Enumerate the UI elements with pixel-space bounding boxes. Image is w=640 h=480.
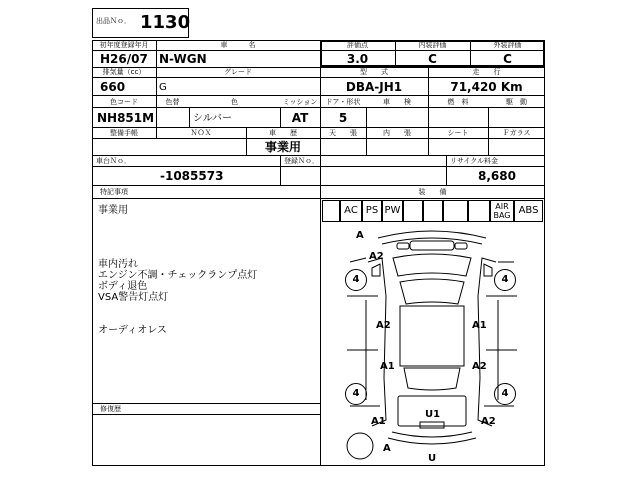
body-right-side bbox=[478, 258, 496, 426]
equipment-label: 装 備 bbox=[418, 188, 447, 196]
transmission-label: ミッション bbox=[282, 98, 318, 106]
reg-no-label: 登録Ｎｏ． bbox=[284, 157, 319, 165]
interior-label: 内装評価 bbox=[418, 41, 447, 49]
mirror-left bbox=[372, 264, 380, 276]
drive-label: 駆 動 bbox=[506, 98, 527, 106]
model-value: DBA-JH1 bbox=[345, 80, 403, 94]
color-kind-label: 色替 bbox=[165, 98, 180, 106]
chassis-label: 車台Ｎｏ． bbox=[96, 157, 131, 165]
upholstery-label: 内 張 bbox=[383, 129, 411, 137]
reg-year-label: 初年度登録年月 bbox=[99, 41, 149, 49]
rear-bumper bbox=[392, 432, 472, 437]
doors-value: 5 bbox=[338, 111, 348, 125]
model-label: 型 式 bbox=[360, 68, 388, 76]
exterior-label: 外装評価 bbox=[493, 41, 522, 49]
equipment-item: AC bbox=[340, 200, 362, 222]
color-code-value: NH851M bbox=[97, 111, 155, 125]
damage-left-front-door: A2 bbox=[376, 320, 391, 331]
displacement-value: 660 bbox=[100, 80, 126, 94]
repair-label: 修復歴 bbox=[100, 405, 121, 413]
note-last: オーディオレス bbox=[98, 325, 167, 336]
equipment-item: PS bbox=[362, 200, 382, 222]
damage-right-rear-corner: A2 bbox=[481, 416, 496, 427]
manual-label: 整備手帳 bbox=[110, 129, 138, 137]
nox-label: ＮＯＸ bbox=[190, 129, 212, 137]
reg-year-value: H26/07 bbox=[100, 52, 148, 66]
note-first: 事業用 bbox=[98, 205, 128, 216]
doors-label: ドア・形状 bbox=[325, 98, 361, 106]
fuel-label: 燃 料 bbox=[447, 98, 469, 106]
windshield bbox=[400, 279, 464, 304]
chassis-value: -1085573 bbox=[160, 169, 224, 183]
color-value: シルバー bbox=[193, 113, 233, 124]
spare-tire-outline bbox=[347, 433, 373, 459]
displacement-label: 排気量（cc） bbox=[102, 68, 146, 76]
damage-left-rear-door: A1 bbox=[380, 361, 395, 372]
tire-right-front: 4 bbox=[494, 269, 516, 291]
tire-left-front: 4 bbox=[345, 269, 367, 291]
mirror-right bbox=[484, 264, 492, 276]
roof-label: 天 張 bbox=[329, 129, 357, 137]
lot-number-label: 出品Ｎｏ． bbox=[96, 17, 131, 25]
damage-bottom-left: A bbox=[383, 443, 391, 454]
roof bbox=[400, 306, 464, 366]
mileage-value: 71,420 Km bbox=[450, 80, 523, 94]
headlight-left bbox=[397, 243, 409, 249]
license-plate bbox=[420, 422, 444, 428]
history-value: 事業用 bbox=[264, 140, 301, 154]
rear-bumper bbox=[388, 438, 476, 444]
damage-right-front-door: A1 bbox=[472, 320, 487, 331]
damage-rear-bumper: U bbox=[428, 453, 437, 464]
damage-hood-left: A2 bbox=[369, 251, 384, 262]
color-label: 色 bbox=[231, 98, 238, 106]
notes-label: 特記事項 bbox=[100, 188, 128, 196]
recycle-value: 8,680 bbox=[478, 169, 516, 183]
front-bumper bbox=[378, 231, 486, 238]
hood bbox=[393, 254, 471, 276]
tire-right-rear: 4 bbox=[494, 383, 516, 405]
glass-label: Ｆガラス bbox=[502, 129, 531, 137]
rear-window bbox=[404, 368, 460, 390]
front-grille bbox=[410, 241, 454, 250]
damage-right-rear-door: A2 bbox=[472, 361, 487, 372]
note-line: エンジン不調・チェックランプ点灯 bbox=[98, 270, 258, 281]
body-left-side bbox=[368, 258, 386, 426]
recycle-label: リサイクル料金 bbox=[450, 157, 499, 165]
seat-label: シート bbox=[447, 129, 469, 137]
lot-number: 1130 bbox=[140, 12, 191, 33]
note-line: ボディ退色 bbox=[98, 281, 148, 292]
headlight-right bbox=[455, 243, 467, 249]
transmission-value: AT bbox=[291, 111, 309, 125]
grade-label: グレード bbox=[224, 68, 252, 76]
inspection-label: 車 検 bbox=[383, 98, 411, 106]
note-line: 車内汚れ bbox=[98, 259, 138, 270]
exterior-value: C bbox=[503, 52, 512, 66]
interior-value: C bbox=[428, 52, 437, 66]
note-line: VSA警告灯点灯 bbox=[98, 292, 169, 303]
equipment-item: AIR BAG bbox=[490, 200, 514, 222]
color-code-label: 色コード bbox=[110, 98, 138, 106]
equipment-item: ABS bbox=[514, 200, 543, 222]
damage-front: A bbox=[356, 230, 364, 241]
body-left-side bbox=[350, 258, 366, 262]
score-label: 評価点 bbox=[347, 41, 368, 49]
tire-left-rear: 4 bbox=[345, 383, 367, 405]
history-label: 車 歴 bbox=[269, 129, 297, 137]
car-name-label: 車 名 bbox=[220, 41, 256, 49]
mileage-label: 走 行 bbox=[472, 68, 501, 76]
score-value: 3.0 bbox=[346, 52, 369, 66]
damage-rear-gate: U1 bbox=[425, 409, 441, 420]
grade-value: G bbox=[159, 82, 167, 93]
equipment-item: PW bbox=[382, 200, 403, 222]
damage-left-rear-corner: A1 bbox=[371, 416, 386, 427]
car-name-value: N-WGN bbox=[159, 52, 207, 66]
